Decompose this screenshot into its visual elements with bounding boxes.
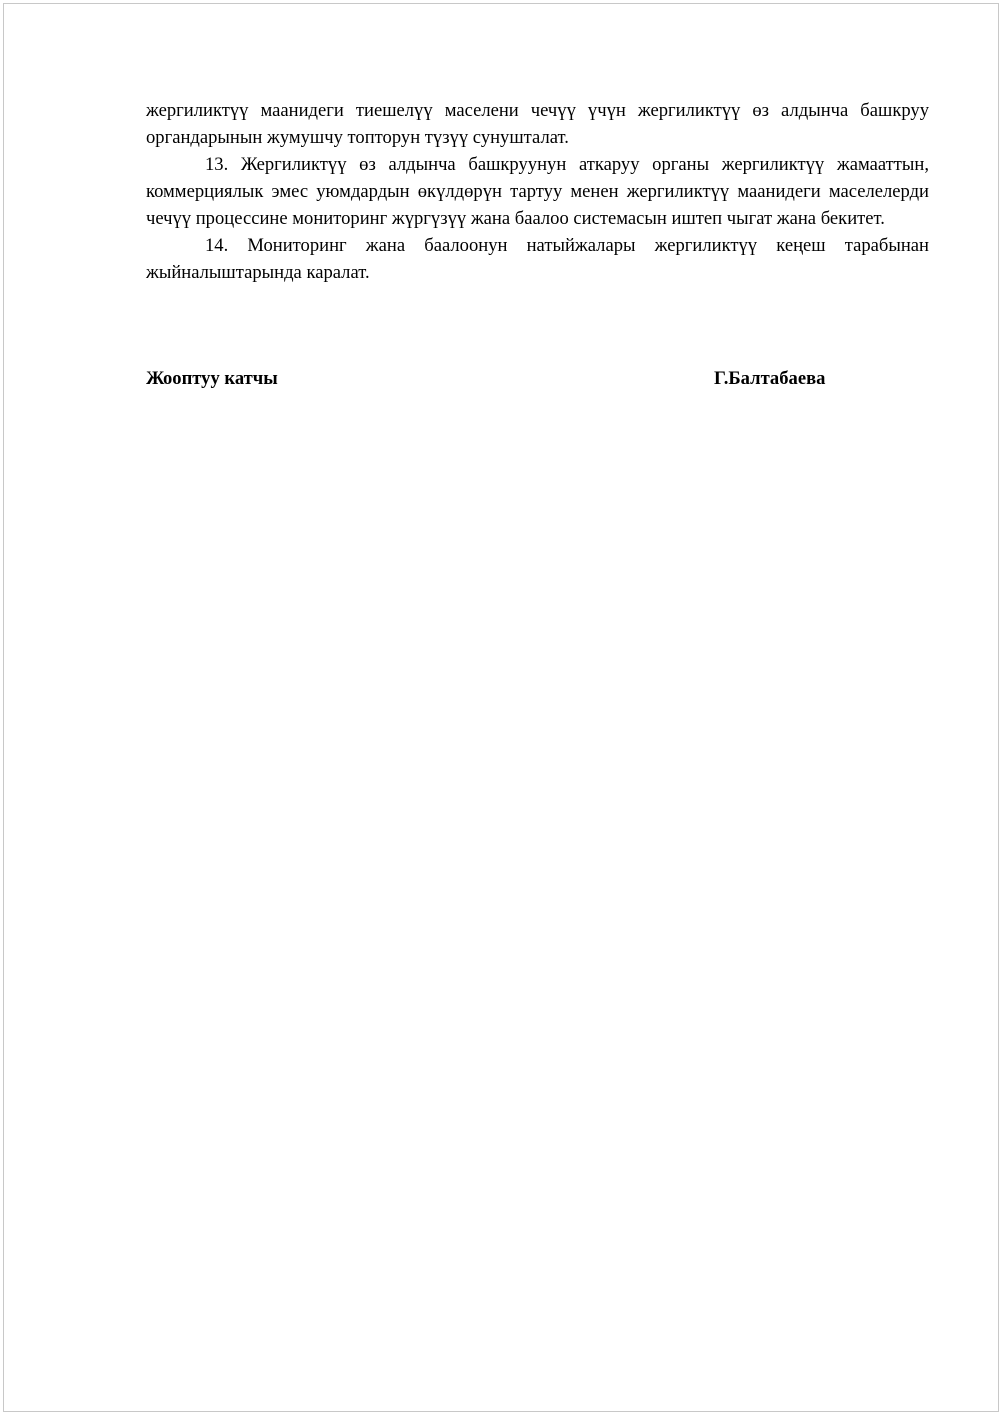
paragraph-item-13: 13. Жергиликтүү өз алдынча башкруунун аткаруу органы жергиликтүү жамааттын, коммерциялык эмес уюмдардын өкүлдөрүн тартуу менен жергиликтүү маанидеги маселелерди чечүү процессине мониторинг жүргүзүү жана баалоо системасын иштеп чыгат жана бекитет. [146, 154, 929, 229]
paragraph-item-14: 14. Мониторинг жана баалоонун натыйжалары жергиликтүү кеңеш тарабынан жыйналыштарында каралат. [146, 235, 929, 283]
signatory-title: Жооптуу катчы [146, 368, 278, 389]
paragraph-continuation: жергиликтүү маанидеги тиешелүү маселени чечүү үчүн жергиликтүү өз алдынча башкруу органдарынын жумушчу топторун түзүү сунушталат. [146, 100, 929, 148]
document-body [146, 97, 929, 286]
signatory-name: Г.Балтабаева [714, 368, 826, 389]
signature-block [146, 365, 929, 392]
